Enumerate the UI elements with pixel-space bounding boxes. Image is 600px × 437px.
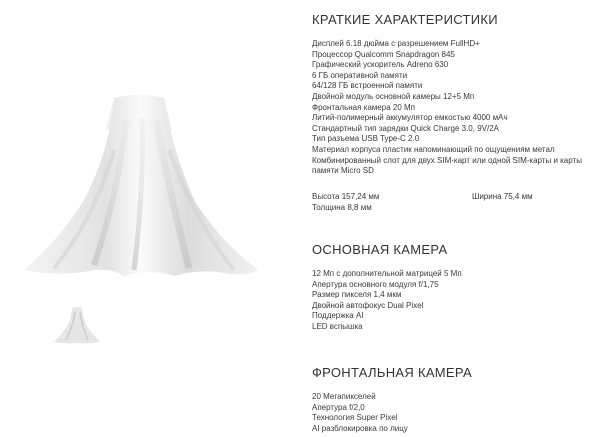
main-camera-section xyxy=(312,242,597,333)
main-camera-title: ОСНОВНАЯ КАМЕРА xyxy=(312,242,448,257)
specs-list xyxy=(312,39,597,177)
main-camera-list xyxy=(312,269,597,333)
dimension-thickness: Толщина 8,8 мм xyxy=(312,202,372,212)
spec-item: Двойной модуль основной камеры 12+5 Мп xyxy=(312,91,475,101)
specs-title: КРАТКИЕ ХАРАКТЕРИСТИКИ xyxy=(312,12,498,27)
main-camera-item: Размер пикселя 1,4 мкм xyxy=(312,290,402,300)
main-camera-item: 12 Мп с дополнительной матрицей 5 Мп xyxy=(312,269,462,278)
front-camera-item: Технология Super Pixel xyxy=(312,413,398,423)
draped-cloth-thumbnail-icon xyxy=(52,306,102,344)
dimensions xyxy=(312,192,597,214)
spec-item: Литий-полимерный аккумулятор емкостью 4000 мАч xyxy=(312,113,508,123)
main-camera-item: Двойной автофокус Dual Pixel xyxy=(312,300,424,310)
front-camera-list xyxy=(312,392,597,434)
front-camera-item: Апертура f/2,0 xyxy=(312,402,365,412)
product-thumbnail[interactable] xyxy=(52,306,102,344)
spec-item: Процессор Qualcomm Snapdragon 845 xyxy=(312,49,455,59)
dimension-height: Высота 157,24 мм xyxy=(312,191,380,201)
spec-item: Графический ускоритель Adreno 630 xyxy=(312,60,449,70)
main-camera-item: LED вспышка xyxy=(312,321,363,331)
spec-item: Фронтальная камера 20 Мп xyxy=(312,102,415,112)
spec-item: Тип разъема USB Type-C 2.0 xyxy=(312,134,420,144)
spec-item: Дисплей 6.18 дюйма с разрешением FullHD+ xyxy=(312,39,480,48)
dimension-width: Ширина 75,4 мм xyxy=(472,191,533,201)
front-camera-item: 20 Мегапикселей xyxy=(312,392,376,401)
draped-cloth-phone-icon xyxy=(14,90,264,280)
specs-section xyxy=(312,12,597,214)
hero-product-image xyxy=(14,90,264,280)
spec-item: 64/128 ГБ встроенной памяти xyxy=(312,81,423,91)
spec-item: 6 ГБ оперативной памяти xyxy=(312,70,408,80)
main-camera-item: Поддержка AI xyxy=(312,311,364,321)
spec-item: Стандартный тип зарядки Quick Charge 3.0, 9V/2A xyxy=(312,123,499,133)
spec-item: Материал корпуса пластик напоминающий по ощущениям метал xyxy=(312,144,555,154)
front-camera-section xyxy=(312,365,597,434)
main-camera-item: Апертура основного модуля f/1,75 xyxy=(312,279,439,289)
spec-item: Комбинированный слот для двух SIM-карт или одной SIM-карты и карты памяти Micro SD xyxy=(312,155,582,176)
front-camera-item: AI разблокировка по лицу xyxy=(312,423,408,433)
front-camera-title: ФРОНТАЛЬНАЯ КАМЕРА xyxy=(312,365,472,380)
